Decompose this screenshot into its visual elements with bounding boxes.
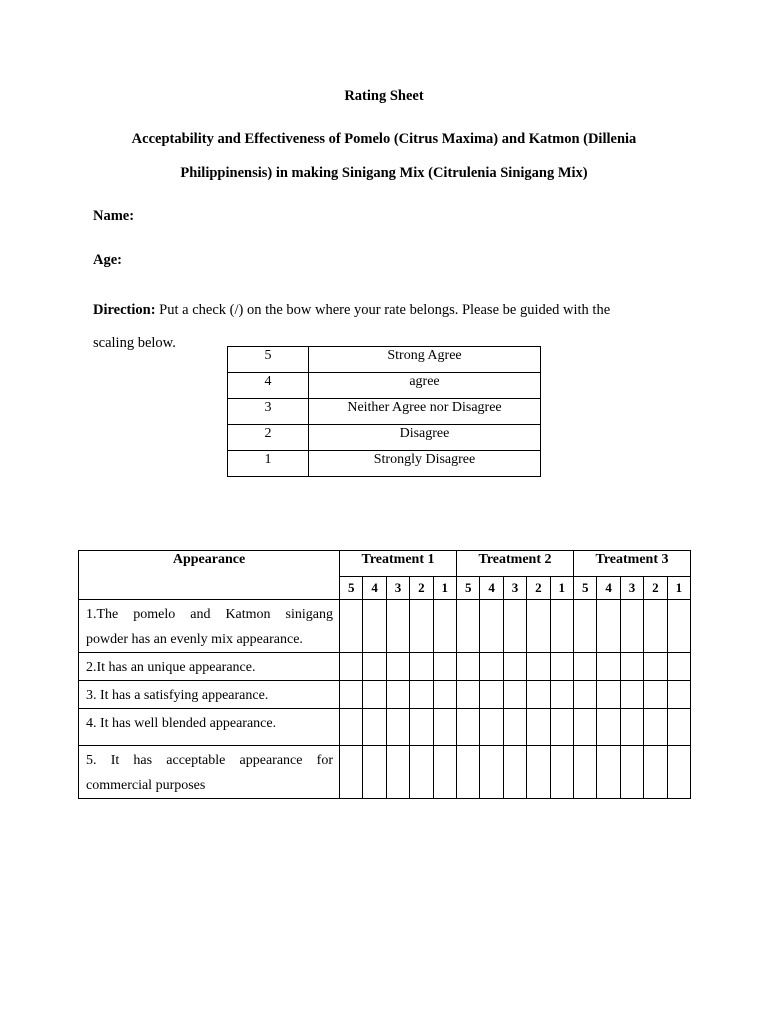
direction-text-line-1: Put a check (/) on the bow where your rate belongs. Please be guided with the bbox=[159, 302, 611, 318]
rating-checkbox-cell[interactable] bbox=[340, 600, 363, 653]
rating-checkbox-cell[interactable] bbox=[527, 746, 550, 799]
rating-checkbox-cell[interactable] bbox=[503, 709, 526, 746]
rating-checkbox-cell[interactable] bbox=[503, 600, 526, 653]
scale-header-cell: 5 bbox=[574, 577, 597, 600]
rating-checkbox-cell[interactable] bbox=[620, 681, 643, 709]
subtitle-line-1: Acceptability and Effectiveness of Pomelo (Citrus Maxima) and Katmon (Dillenia bbox=[131, 131, 637, 147]
scale-table bbox=[227, 346, 541, 477]
rating-table bbox=[78, 550, 691, 799]
item-text bbox=[79, 600, 340, 653]
scale-label: Strongly Disagree bbox=[309, 451, 541, 477]
rating-checkbox-cell[interactable] bbox=[363, 653, 386, 681]
rating-checkbox-cell[interactable] bbox=[480, 681, 503, 709]
table-row bbox=[79, 653, 691, 681]
scale-header-cell: 4 bbox=[480, 577, 503, 600]
scale-label: agree bbox=[309, 373, 541, 399]
rating-checkbox-cell[interactable] bbox=[433, 709, 456, 746]
scale-value: 2 bbox=[228, 425, 309, 451]
rating-checkbox-cell[interactable] bbox=[644, 709, 667, 746]
rating-checkbox-cell[interactable] bbox=[340, 746, 363, 799]
scale-header-cell: 1 bbox=[550, 577, 573, 600]
rating-checkbox-cell[interactable] bbox=[363, 746, 386, 799]
rating-checkbox-cell[interactable] bbox=[457, 746, 480, 799]
scale-label: Strong Agree bbox=[309, 347, 541, 373]
item-text bbox=[79, 746, 340, 799]
rating-checkbox-cell[interactable] bbox=[574, 681, 597, 709]
rating-checkbox-cell[interactable] bbox=[386, 746, 409, 799]
rating-checkbox-cell[interactable] bbox=[597, 681, 620, 709]
scale-header-cell: 1 bbox=[667, 577, 690, 600]
table-row bbox=[79, 600, 691, 653]
item-text bbox=[79, 681, 340, 709]
rating-checkbox-cell[interactable] bbox=[410, 709, 433, 746]
direction-text-line-2: scaling below. bbox=[93, 335, 176, 351]
rating-checkbox-cell[interactable] bbox=[410, 600, 433, 653]
rating-checkbox-cell[interactable] bbox=[480, 709, 503, 746]
scale-label: Disagree bbox=[309, 425, 541, 451]
table-row bbox=[79, 746, 691, 799]
rating-checkbox-cell[interactable] bbox=[550, 709, 573, 746]
item-text bbox=[79, 709, 340, 746]
table-row bbox=[79, 709, 691, 746]
rating-checkbox-cell[interactable] bbox=[457, 681, 480, 709]
rating-checkbox-cell[interactable] bbox=[550, 746, 573, 799]
rating-checkbox-cell[interactable] bbox=[386, 600, 409, 653]
rating-checkbox-cell[interactable] bbox=[620, 600, 643, 653]
rating-checkbox-cell[interactable] bbox=[503, 681, 526, 709]
rating-checkbox-cell[interactable] bbox=[363, 709, 386, 746]
rating-checkbox-cell[interactable] bbox=[503, 653, 526, 681]
scale-row bbox=[228, 425, 541, 451]
scale-header-cell: 4 bbox=[597, 577, 620, 600]
rating-checkbox-cell[interactable] bbox=[340, 709, 363, 746]
scale-header-cell: 2 bbox=[410, 577, 433, 600]
rating-checkbox-cell[interactable] bbox=[667, 709, 690, 746]
subtitle-line-2: Philippinensis) in making Sinigang Mix (Citrulenia Sinigang Mix) bbox=[180, 165, 588, 181]
scale-header-cell: 4 bbox=[363, 577, 386, 600]
rating-checkbox-cell[interactable] bbox=[620, 653, 643, 681]
rating-checkbox-cell[interactable] bbox=[527, 709, 550, 746]
rating-checkbox-cell[interactable] bbox=[644, 653, 667, 681]
treatment-1-header: Treatment 1 bbox=[340, 551, 457, 577]
treatment-2-header: Treatment 2 bbox=[457, 551, 574, 577]
rating-checkbox-cell[interactable] bbox=[433, 746, 456, 799]
rating-checkbox-cell[interactable] bbox=[527, 681, 550, 709]
scale-row bbox=[228, 399, 541, 425]
item-text-line-1: 4. It has well blended appearance. bbox=[86, 716, 277, 731]
rating-checkbox-cell[interactable] bbox=[574, 600, 597, 653]
rating-checkbox-cell[interactable] bbox=[527, 653, 550, 681]
rating-checkbox-cell[interactable] bbox=[410, 746, 433, 799]
scale-label: Neither Agree nor Disagree bbox=[309, 399, 541, 425]
rating-checkbox-cell[interactable] bbox=[597, 746, 620, 799]
rating-checkbox-cell[interactable] bbox=[503, 746, 526, 799]
rating-checkbox-cell[interactable] bbox=[386, 681, 409, 709]
table-row bbox=[79, 681, 691, 709]
rating-checkbox-cell[interactable] bbox=[597, 709, 620, 746]
rating-checkbox-cell[interactable] bbox=[340, 681, 363, 709]
rating-checkbox-cell[interactable] bbox=[644, 746, 667, 799]
rating-checkbox-cell[interactable] bbox=[480, 746, 503, 799]
rating-checkbox-cell[interactable] bbox=[667, 600, 690, 653]
rating-checkbox-cell[interactable] bbox=[620, 709, 643, 746]
scale-value: 4 bbox=[228, 373, 309, 399]
rating-checkbox-cell[interactable] bbox=[644, 681, 667, 709]
rating-checkbox-cell[interactable] bbox=[574, 653, 597, 681]
item-text-line-1: 1.The pomelo and Katmon sinigang bbox=[86, 607, 333, 622]
scale-header-cell: 3 bbox=[503, 577, 526, 600]
rating-checkbox-cell[interactable] bbox=[433, 600, 456, 653]
scale-header-cell: 2 bbox=[644, 577, 667, 600]
scale-row bbox=[228, 373, 541, 399]
rating-checkbox-cell[interactable] bbox=[433, 653, 456, 681]
scale-value: 5 bbox=[228, 347, 309, 373]
scale-header-cell: 2 bbox=[527, 577, 550, 600]
scale-row bbox=[228, 451, 541, 477]
rating-checkbox-cell[interactable] bbox=[363, 600, 386, 653]
rating-checkbox-cell[interactable] bbox=[457, 600, 480, 653]
rating-checkbox-cell[interactable] bbox=[620, 746, 643, 799]
page-title: Rating Sheet bbox=[344, 88, 424, 104]
rating-checkbox-cell[interactable] bbox=[363, 681, 386, 709]
category-header: Appearance bbox=[79, 551, 340, 600]
rating-checkbox-cell[interactable] bbox=[574, 746, 597, 799]
rating-checkbox-cell[interactable] bbox=[644, 600, 667, 653]
item-text-line-2: commercial purposes bbox=[86, 778, 206, 793]
rating-checkbox-cell[interactable] bbox=[667, 653, 690, 681]
rating-checkbox-cell[interactable] bbox=[550, 653, 573, 681]
rating-checkbox-cell[interactable] bbox=[457, 709, 480, 746]
rating-checkbox-cell[interactable] bbox=[480, 653, 503, 681]
rating-checkbox-cell[interactable] bbox=[597, 653, 620, 681]
item-text-line-2: powder has an evenly mix appearance. bbox=[86, 632, 303, 647]
item-text bbox=[79, 653, 340, 681]
rating-checkbox-cell[interactable] bbox=[410, 681, 433, 709]
age-label: Age: bbox=[93, 252, 122, 268]
scale-value: 3 bbox=[228, 399, 309, 425]
treatment-3-header: Treatment 3 bbox=[574, 551, 691, 577]
direction-label: Direction: bbox=[93, 302, 156, 318]
scale-header-cell: 5 bbox=[340, 577, 363, 600]
rating-checkbox-cell[interactable] bbox=[386, 709, 409, 746]
rating-checkbox-cell[interactable] bbox=[550, 681, 573, 709]
rating-checkbox-cell[interactable] bbox=[667, 681, 690, 709]
rating-checkbox-cell[interactable] bbox=[550, 600, 573, 653]
scale-header-cell: 3 bbox=[620, 577, 643, 600]
scale-header-cell: 1 bbox=[433, 577, 456, 600]
rating-checkbox-cell[interactable] bbox=[457, 653, 480, 681]
item-text-line-1: 3. It has a satisfying appearance. bbox=[86, 688, 269, 703]
rating-checkbox-cell[interactable] bbox=[597, 600, 620, 653]
rating-checkbox-cell[interactable] bbox=[574, 709, 597, 746]
rating-checkbox-cell[interactable] bbox=[527, 600, 550, 653]
rating-checkbox-cell[interactable] bbox=[340, 653, 363, 681]
scale-header-cell: 3 bbox=[386, 577, 409, 600]
scale-value: 1 bbox=[228, 451, 309, 477]
item-text-line-1: 2.It has an unique appearance. bbox=[86, 660, 256, 675]
rating-checkbox-cell[interactable] bbox=[410, 653, 433, 681]
name-label: Name: bbox=[93, 208, 135, 224]
scale-row bbox=[228, 347, 541, 373]
rating-checkbox-cell[interactable] bbox=[480, 600, 503, 653]
scale-header-cell: 5 bbox=[457, 577, 480, 600]
rating-checkbox-cell[interactable] bbox=[386, 653, 409, 681]
item-text-line-1: 5. It has acceptable appearance for bbox=[86, 753, 333, 768]
rating-checkbox-cell[interactable] bbox=[667, 746, 690, 799]
rating-checkbox-cell[interactable] bbox=[433, 681, 456, 709]
